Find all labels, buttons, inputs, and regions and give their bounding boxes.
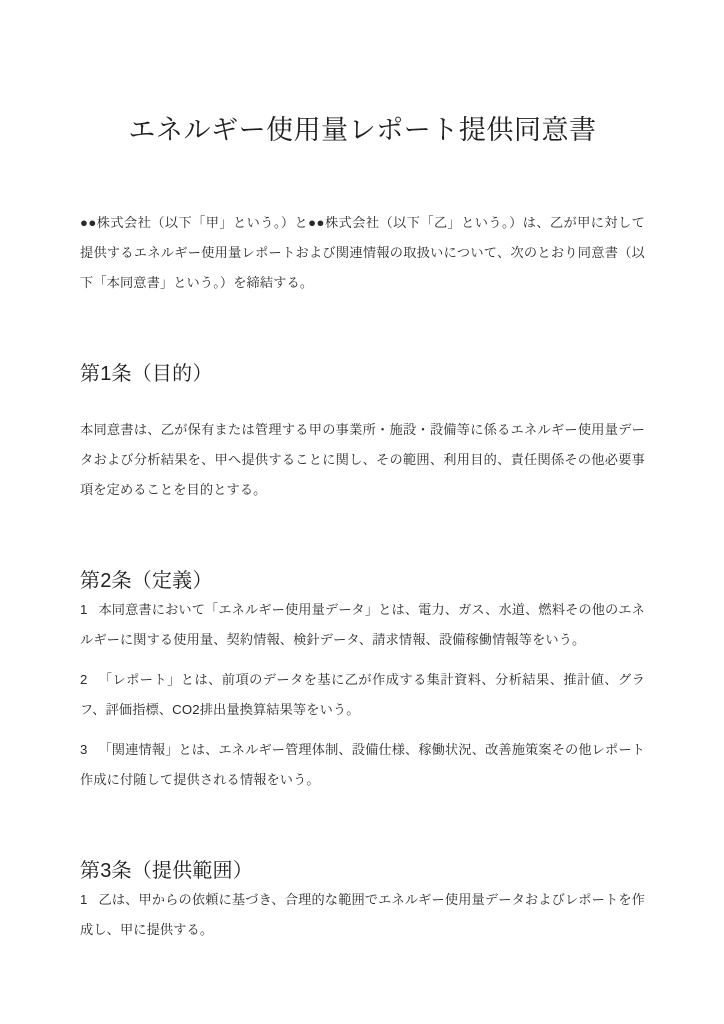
section-body-1: 本同意書は、乙が保有または管理する甲の事業所・施設・設備等に係るエネルギー使用量データおよび分析結果を、甲へ提供することに関し、その範囲、利用目的、責任関係その他必要事項を定めることを目的とする。 <box>80 422 645 498</box>
clause-item <box>80 735 645 795</box>
page-title: エネルギー使用量レポート提供同意書 <box>128 115 597 145</box>
clause-list-3 <box>80 885 645 945</box>
intro-paragraph: ●●株式会社（以下「甲」という。）と●●株式会社（以下「乙」という。）は、乙が甲に対して提供するエネルギー使用量レポートおよび関連情報の取扱いについて、次のとおり同意書（以下「本同意書」という。）を締結する。 <box>80 215 645 291</box>
clause-item <box>80 665 645 725</box>
section-heading-2: 第2条（定義） <box>80 570 213 593</box>
clause-number: 2 <box>80 672 88 688</box>
clause-list-2 <box>80 595 645 795</box>
clause-number: 1 <box>80 602 88 618</box>
clause-text: 「レポート」とは、前項のデータを基に乙が作成する集計資料、分析結果、推計値、グラフ、評価指標、CO2排出量換算結果等をいう。 <box>80 672 645 718</box>
clause-number: 3 <box>80 742 88 758</box>
section-heading-3: 第3条（提供範囲） <box>80 860 253 883</box>
document-content <box>80 0 645 945</box>
clause-text: 「関連情報」とは、エネルギー管理体制、設備仕様、稼働状況、改善施策案その他レポート作成に付随して提供される情報をいう。 <box>80 742 645 788</box>
clause-item <box>80 885 645 945</box>
section-heading-1: 第1条（目的） <box>80 363 213 386</box>
clause-text: 乙は、甲からの依頼に基づき、合理的な範囲でエネルギー使用量データおよびレポートを作成し、甲に提供する。 <box>80 892 645 938</box>
clause-item <box>80 595 645 655</box>
clause-number: 1 <box>80 892 88 908</box>
clause-text: 本同意書において「エネルギー使用量データ」とは、電力、ガス、水道、燃料その他のエネルギーに関する使用量、契約情報、検針データ、請求情報、設備稼働情報等をいう。 <box>80 602 645 648</box>
